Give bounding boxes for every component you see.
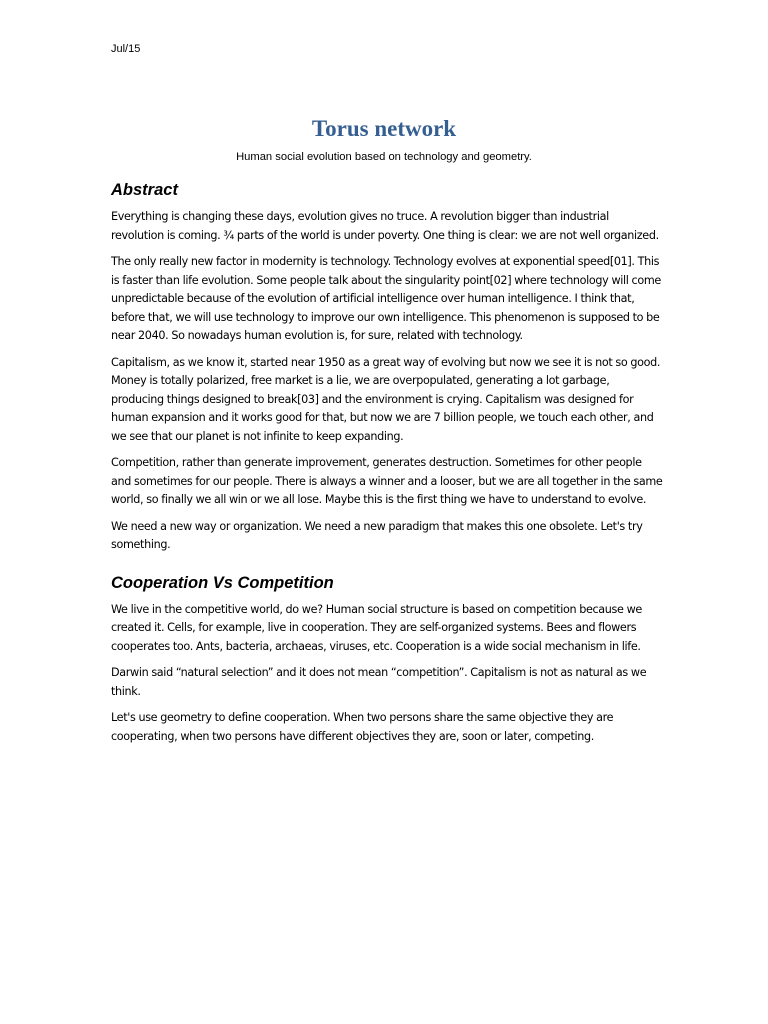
section-heading-cooperation: Cooperation Vs Competition (111, 573, 334, 592)
abstract-paragraph: Capitalism, as we know it, started near 1950 as a great way of evolving but now we see it is not so good. Money is totally polarized, free market is a lie, we are overpopulated, generating a lot garbage, producing things designed to break[03] and the environment is crying. Capitalism was designed for human expansion and it works good for that, but now we are 7 billion people, we touch each other, and we see that our planet is not infinite to keep expanding. (111, 355, 661, 443)
abstract-paragraph: Competition, rather than generate improvement, generates destruction. Sometimes for other people and sometimes for our people. There is always a winner and a looser, but we are all together in the same world, so finally we all win or we all lose. Maybe this is the first thing we have to understand to evolve. (111, 456, 663, 506)
section-heading-abstract: Abstract (111, 181, 178, 199)
header-date: Jul/15 (111, 43, 141, 55)
cooperation-paragraph: We live in the competitive world, do we? Human social structure is based on competition because we created it. Cells, for example, live in cooperation. They are self-organized systems. Bees and flowers cooperates too. Ants, bacteria, archaeas, viruses, etc. Cooperation is a wide social mechanism in life. (111, 602, 642, 653)
cooperation-paragraph: Darwin said “natural selection” and it does not mean “competition”. Capitalism is not as natural as we think. (111, 666, 647, 698)
document-body (111, 178, 663, 754)
abstract-paragraph: Everything is changing these days, evolution gives no truce. A revolution bigger than industrial revolution is coming. ¾ parts of the world is under poverty. One thing is clear: we are not well organized. (111, 210, 659, 242)
abstract-paragraph: The only really new factor in modernity is technology. Technology evolves at exponential speed[01]. This is faster than life evolution. Some people talk about the singularity point[02] where technology will come unpredictable because of the evolution of artificial intelligence over human intelligence. I think that, before that, we will use technology to improve our own intelligence. This phenomenon is supposed to be near 2040. So nowadays human evolution is, for sure, related with technology. (111, 255, 661, 342)
document-title: Torus network (311, 116, 457, 141)
document-subtitle: Human social evolution based on technology and geometry. (236, 151, 532, 163)
cooperation-paragraph: Let's use geometry to define cooperation. When two persons share the same objective they are cooperating, when two persons have different objectives they are, soon or later, competing. (111, 711, 614, 743)
abstract-paragraph: We need a new way or organization. We need a new paradigm that makes this one obsolete. Let's try something. (111, 519, 643, 551)
